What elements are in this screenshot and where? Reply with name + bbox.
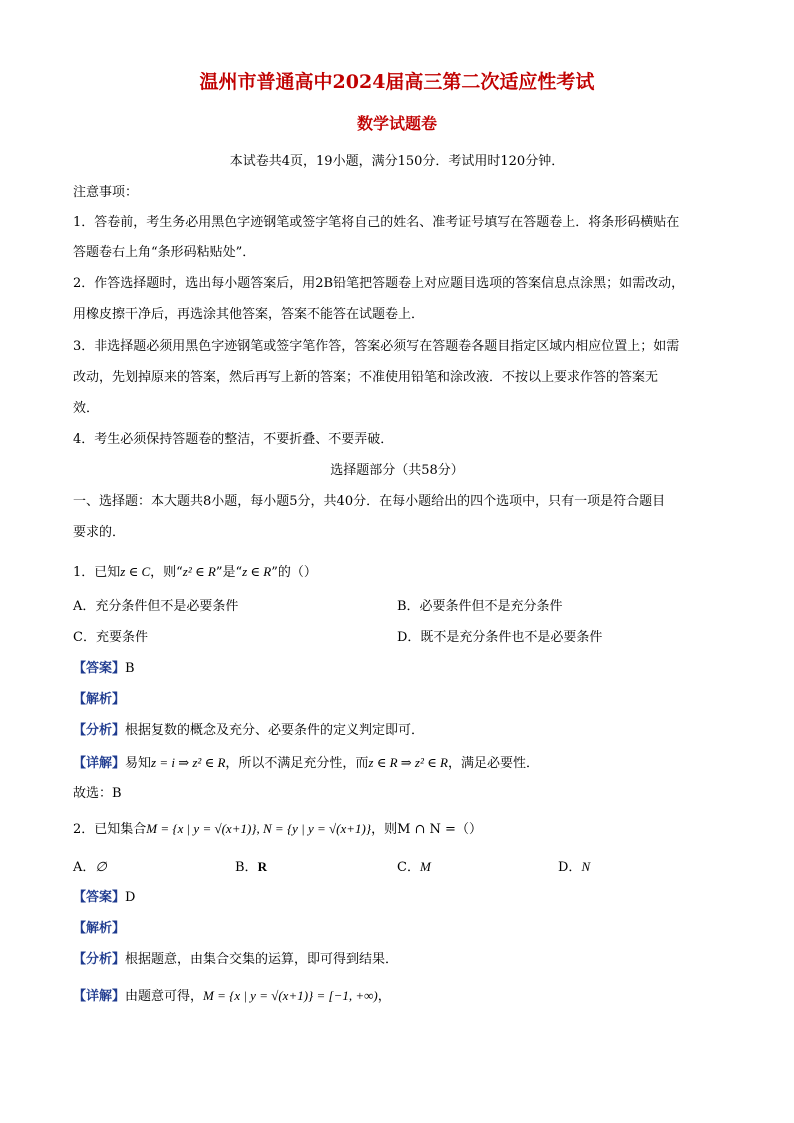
q2-suffix: ，则M ∩ N =（） [371,822,482,837]
q2-fenxi-line [73,950,398,970]
note-2-line-2: 用橡皮擦干净后，再选涂其他答案，答案不能答在试题卷上． [73,307,425,322]
q1-answer: B [125,661,135,676]
q1-option-a: A．充分条件但不是必要条件 [73,599,239,614]
q2-option-b-value: R [257,859,267,874]
note-3-line-1: 3．非选择题必须用黑色字迹钢笔或签字笔作答，答案必须写在答题卷各题目指定区域内相应位置上；如需 [73,339,680,354]
q2-jiexi-line [73,919,125,939]
q2-set-m-formula: M = {x | y = √(x+1)} [146,821,257,836]
q1-stem [73,562,317,583]
q1-text-mid1: ，则“ [150,565,183,580]
notes-heading: 注意事项： [73,185,139,200]
q1-xiangjie-line [73,753,539,774]
q2-option-d-value: N [581,859,591,874]
q1-fenxi-tag: 【分析】 [73,723,126,738]
q1-q-formula: z ∈ R [242,564,272,579]
q2-fenxi: 根据题意，由集合交集的运算，即可得到结果． [125,952,399,967]
q2-answer: D [125,890,136,905]
section-intro-line-2: 要求的． [73,525,126,540]
q1-jiexi-line [73,690,125,710]
q2-xiangjie-tag: 【详解】 [73,989,126,1004]
q1-fenxi: 根据复数的概念及充分、必要条件的定义判定即可． [125,723,425,738]
q2-xj-text-a: 由题意可得， [125,989,204,1004]
q2-answer-line [73,888,135,908]
q1-p-formula: z² ∈ R [182,564,216,579]
q1-prefix: 1．已知 [73,565,121,580]
q1-xj-text-b: ，所以不满足充分性，而 [225,756,369,771]
exam-title: 温州市普通高中2024届高三第二次适应性考试 [199,71,595,93]
note-1-line-2: 答题卷右上角“条形码粘贴处”． [73,245,256,260]
q2-xiangjie-line [73,986,391,1007]
q2-option-b [235,857,267,878]
q1-fenxi-line [73,721,424,741]
q1-answer-line [73,659,135,679]
exam-info: 本试卷共4页，19小题，满分150分．考试用时120分钟． [229,154,565,169]
q1-xj-text-a: 易知 [125,756,152,771]
note-4: 4．考生必须保持答题卷的整洁，不要折叠、不要弄破． [73,432,394,447]
q2-set-n-formula: N = {y | y = √(x+1)} [263,821,372,836]
q2-option-c-value: M [419,859,431,874]
q1-xiangjie-tag: 【详解】 [73,756,126,771]
q2-option-a-label: A． [73,860,96,875]
section-intro-line-1: 一、选择题：本大题共8小题，每小题5分，共40分．在每小题给出的四个选项中，只有一项是符合题目 [73,494,666,509]
q2-option-b-label: B． [235,860,258,875]
q1-xj-formula-1: z = i ⇒ z² ∈ R [151,755,226,770]
q2-option-d-label: D． [558,860,582,875]
note-2-line-1: 2．作答选择题时，选出每小题答案后，用2B铅笔把答题卷上对应题目选项的答案信息点涂黑；如需改动， [73,276,685,291]
exam-subtitle: 数学试题卷 [356,114,437,133]
q2-jiexi-tag: 【解析】 [73,921,126,936]
q2-stem: 2．已知集合M = {x | y = √(x+1)}, N = {y | y = √(x+1)}，则M ∩ N =（） [73,821,482,837]
q2-option-c-label: C． [397,860,420,875]
q1-option-c: C．充要条件 [73,630,148,645]
q1-option-d: D．既不是充分条件也不是必要条件 [397,630,603,645]
q1-option-b: B．必要条件但不是充分条件 [397,599,563,614]
q2-option-d [558,857,590,878]
q2-prefix: 2．已知集合 [73,822,147,837]
q1-condition-formula: z ∈ C [120,564,151,579]
q1-suffix: ”的（） [271,565,317,580]
q1-conclusion: 故选：B [73,786,122,801]
q1-answer-tag: 【答案】 [73,661,126,676]
q2-fenxi-tag: 【分析】 [73,952,126,967]
note-1-line-1: 1．答卷前，考生务必用黑色字迹钢笔或签字笔将自己的姓名、准考证号填写在答题卷上．将条形码横贴在 [73,215,680,230]
q2-option-a [73,857,107,878]
q1-text-mid2: ”是“ [215,565,243,580]
q2-xj-end: ， [377,989,391,1004]
q2-option-a-value: ∅ [95,859,107,874]
q2-option-c [397,857,431,878]
q1-xj-formula-2: z ∈ R ⇒ z² ∈ R [368,755,448,770]
q2-answer-tag: 【答案】 [73,890,126,905]
q1-xj-text-c: ，满足必要性． [447,756,539,771]
section-heading: 选择题部分（共58分） [330,463,464,478]
q2-xj-formula: M = {x | y = √(x+1)} = [−1, +∞) [203,988,378,1003]
q1-jiexi-tag: 【解析】 [73,692,126,707]
note-3-line-3: 效． [73,401,100,416]
note-3-line-2: 改动，先划掉原来的答案，然后再写上新的答案；不准使用铅笔和涂改液．不按以上要求作答的答案无 [73,370,659,385]
